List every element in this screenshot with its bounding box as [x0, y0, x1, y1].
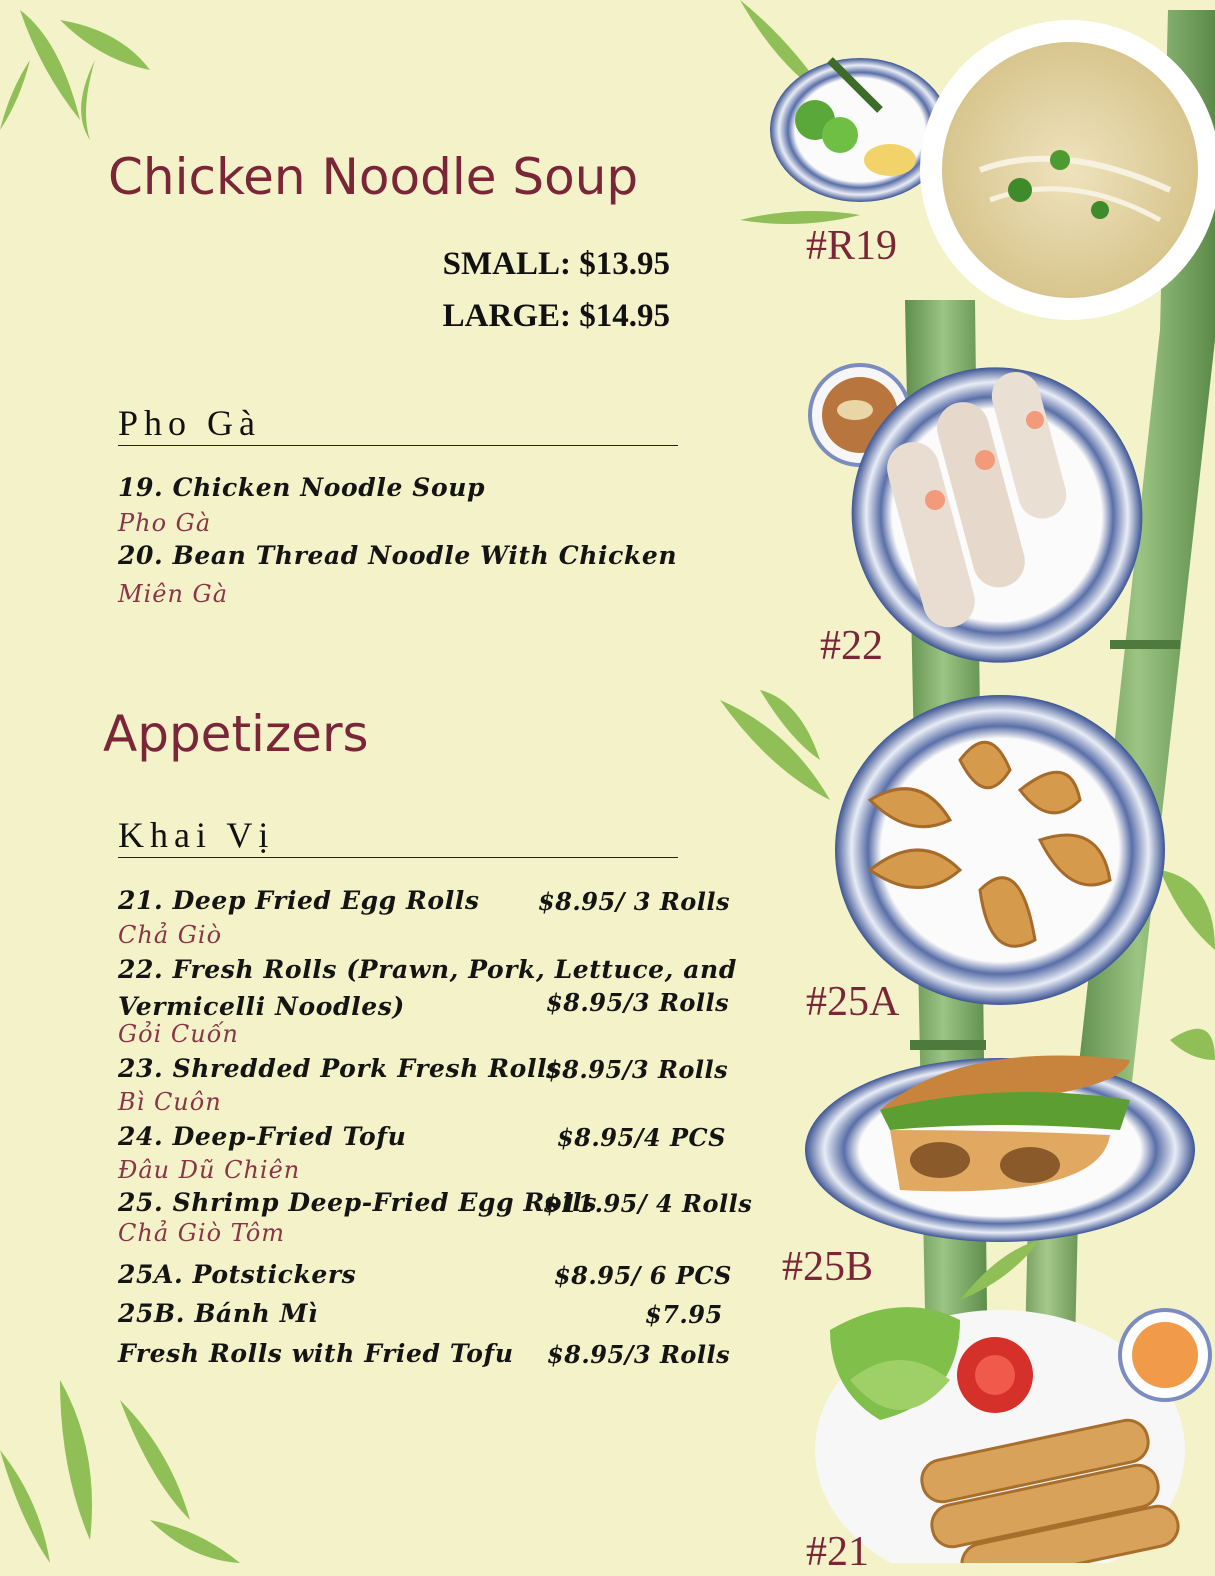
subheading-pho-ga: Pho Gà	[118, 403, 261, 443]
menu-item-name: 23. Shredded Pork Fresh Rolls	[118, 1054, 562, 1083]
price-small: SMALL: $13.95	[442, 246, 670, 282]
menu-item-name: 25B. Bánh Mì	[118, 1299, 319, 1328]
menu-item-viet: Bì Cuôn	[118, 1088, 222, 1116]
photo-tag-25a: #25A	[806, 979, 900, 1025]
menu-item-name: 21. Deep Fried Egg Rolls	[118, 886, 480, 915]
menu-item-price: $8.95/4 PCS	[557, 1123, 726, 1152]
menu-item-name: 24. Deep-Fried Tofu	[118, 1122, 407, 1151]
menu-item-name-continued: Vermicelli Noodles)	[118, 992, 405, 1021]
potstickers-photo	[835, 695, 1165, 1005]
menu-item-price: $8.95/3 Rolls	[545, 1055, 729, 1084]
menu-item-price: $8.95/3 Rolls	[547, 1340, 731, 1369]
subheading-rule	[118, 445, 678, 446]
photo-tag-r19: #R19	[806, 223, 898, 269]
pho-bowl-photo	[770, 20, 1215, 320]
menu-item-name: 20. Bean Thread Noodle With Chicken	[118, 541, 678, 570]
menu-item-price: $11.95/ 4 Rolls	[543, 1189, 753, 1218]
menu-item-price: $8.95/ 6 PCS	[554, 1261, 732, 1290]
egg-rolls-photo	[815, 1307, 1210, 1563]
section-title-appetizers: Appetizers	[103, 705, 369, 763]
menu-item-viet: Gỏi Cuốn	[118, 1020, 239, 1048]
photo-tag-21: #21	[806, 1529, 869, 1575]
menu-item-viet: Đâu Dũ Chiên	[118, 1156, 301, 1184]
menu-item-viet: Miên Gà	[118, 580, 229, 608]
menu-item-name: Fresh Rolls with Fried Tofu	[118, 1339, 514, 1368]
menu-item-viet: Pho Gà	[118, 509, 212, 537]
section-title-chicken-noodle-soup: Chicken Noodle Soup	[108, 148, 639, 206]
menu-item-viet: Chả Giò Tôm	[118, 1219, 286, 1247]
menu-item-name: 25. Shrimp Deep-Fried Egg Rolls	[118, 1188, 597, 1217]
menu-item-name: 19. Chicken Noodle Soup	[118, 473, 486, 502]
menu-item-price: $8.95/ 3 Rolls	[538, 887, 731, 916]
menu-item-price: $7.95	[645, 1300, 723, 1329]
photo-tag-25b: #25B	[782, 1244, 874, 1290]
banh-mi-photo	[805, 1056, 1195, 1242]
menu-item-name: 25A. Potstickers	[118, 1260, 357, 1289]
price-large: LARGE: $14.95	[442, 298, 670, 334]
menu-item-name: 22. Fresh Rolls (Prawn, Pork, Lettuce, and	[118, 955, 737, 984]
subheading-rule	[118, 857, 678, 858]
photo-tag-22: #22	[820, 623, 883, 669]
menu-item-price: $8.95/3 Rolls	[546, 988, 730, 1017]
menu-item-viet: Chả Giò	[118, 921, 223, 949]
subheading-khai-vi: Khai Vị	[118, 815, 275, 855]
